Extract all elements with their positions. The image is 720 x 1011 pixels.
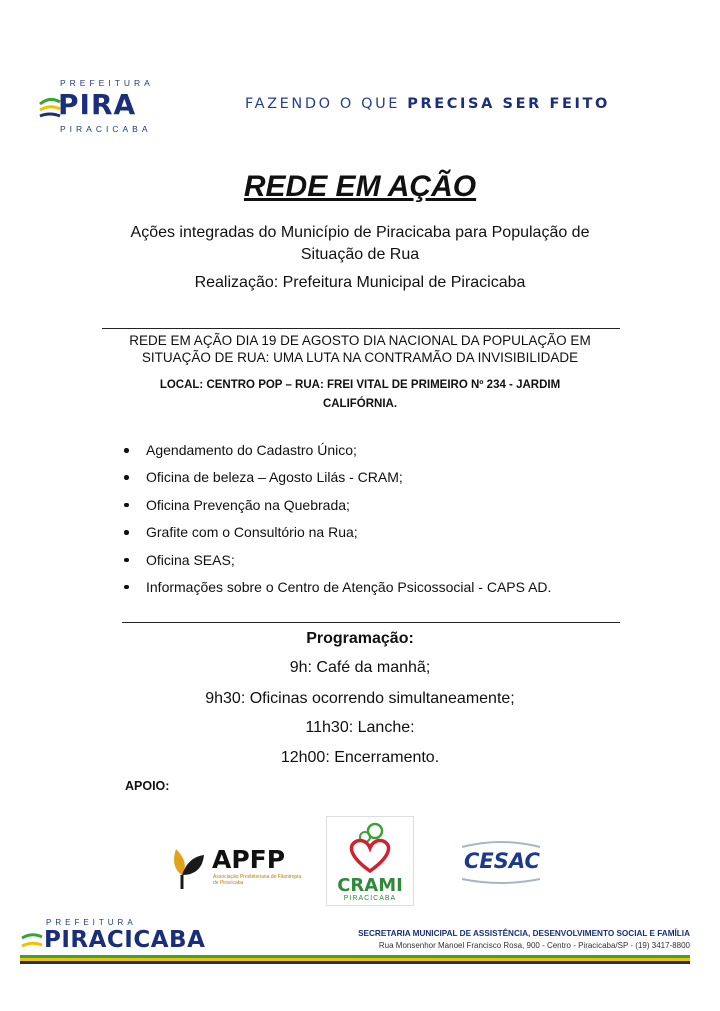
footer-secretaria: SECRETARIA MUNICIPAL DE ASSISTÊNCIA, DESENVOLVIMENTO SOCIAL E FAMÍLIA bbox=[358, 929, 690, 938]
list-item: Oficina Prevenção na Quebrada; bbox=[120, 496, 551, 523]
footer-logo-piracicaba: PIRACICABA bbox=[44, 927, 206, 953]
logo-prefeitura-text: PREFEITURA bbox=[60, 78, 154, 88]
list-item: Oficina de beleza – Agosto Lilás - CRAM; bbox=[120, 468, 551, 495]
divider-top bbox=[102, 328, 620, 329]
apoio-label: APOIO: bbox=[125, 779, 170, 793]
logo-piracicaba-text: PIRACICABA bbox=[60, 124, 152, 134]
logo-pira-text: PIRA bbox=[58, 88, 137, 121]
crami-heart-icon bbox=[345, 821, 395, 875]
apfp-tagline: Associação Presbiteriana de Filantropia de Piracicaba bbox=[213, 874, 302, 886]
list-item: Informações sobre o Centro de Atenção Psicossocial - CAPS AD. bbox=[120, 578, 551, 605]
crami-logo bbox=[326, 816, 414, 906]
cesac-name: CESAC bbox=[464, 849, 540, 873]
footer-logo-prefeitura: PREFEITURA bbox=[46, 918, 137, 927]
event-location: LOCAL: CENTRO POP – RUA: FREI VITAL DE PRIMEIRO Nº 234 - JARDIM CALIFÓRNIA. bbox=[159, 379, 561, 410]
slogan-regular: FAZENDO O QUE bbox=[245, 96, 401, 112]
slogan-bold: PRECISA SER FEITO bbox=[407, 96, 610, 112]
cesac-logo bbox=[458, 839, 544, 885]
slogan bbox=[245, 96, 610, 112]
subtitle: Ações integradas do Município de Piracicaba para População de Situação de Rua bbox=[130, 224, 590, 263]
footer-address: Rua Monsenhor Manoel Francisco Rosa, 900 - Centro - Piracicaba/SP - (19) 3417-8800 bbox=[378, 941, 690, 950]
footer-stripe-blue bbox=[20, 961, 690, 964]
apfp-logo bbox=[168, 843, 302, 893]
footer-swoosh-icon bbox=[20, 930, 44, 970]
realizacao: Realização: Prefeitura Municipal de Piracicaba bbox=[194, 274, 526, 291]
schedule-item: 9h: Café da manhã; bbox=[289, 659, 431, 676]
apfp-name: APFP bbox=[212, 845, 286, 874]
list-item: Agendamento do Cadastro Único; bbox=[120, 441, 551, 468]
divider-bottom bbox=[122, 622, 620, 623]
list-item: Grafite com o Consultório na Rua; bbox=[120, 523, 551, 550]
list-item: Oficina SEAS; bbox=[120, 551, 551, 578]
prefeitura-logo bbox=[38, 78, 170, 136]
schedule-item: 12h00: Encerramento. bbox=[280, 749, 440, 766]
schedule-item: 11h30: Lanche: bbox=[305, 719, 415, 736]
apfp-leaf-icon bbox=[168, 845, 208, 891]
schedule-item: 9h30: Oficinas ocorrendo simultaneamente; bbox=[205, 690, 515, 707]
event-heading: REDE EM AÇÃO DIA 19 DE AGOSTO DIA NACIONAL DA POPULAÇÃO EM SITUAÇÃO DE RUA: UMA LUTA NA CONTRAMÃO DA INVISIBILIDADE bbox=[129, 333, 591, 365]
activities-list bbox=[120, 441, 551, 605]
crami-name: CRAMI bbox=[337, 875, 403, 896]
page-title: REDE EM AÇÃO bbox=[243, 170, 477, 203]
crami-subtitle: PIRACICABA bbox=[343, 895, 397, 902]
programacao-title: Programação: bbox=[306, 630, 414, 647]
